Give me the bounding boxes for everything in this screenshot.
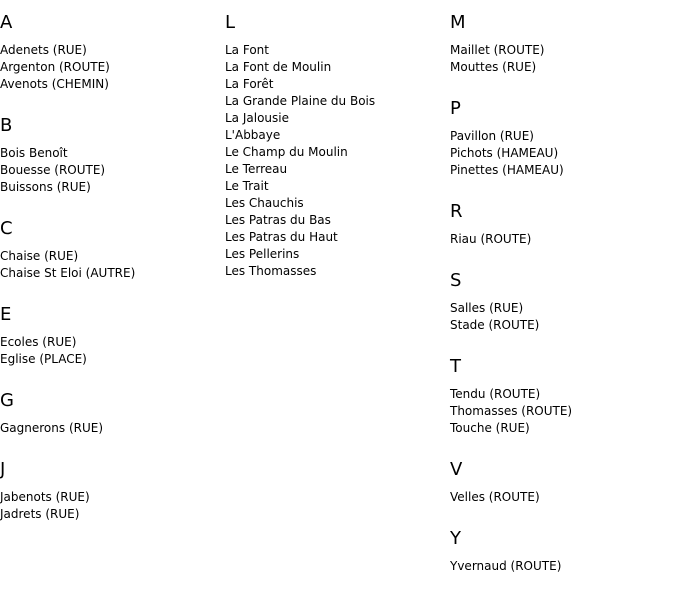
list-item	[225, 178, 450, 195]
street-link[interactable]: Yvernaud (ROUTE)	[450, 559, 562, 573]
letter-group	[450, 12, 675, 76]
street-link[interactable]: La Jalousie	[225, 111, 289, 125]
street-link[interactable]: Les Thomasses	[225, 264, 317, 278]
letter-heading: B	[0, 115, 13, 136]
list-item	[450, 145, 675, 162]
street-link[interactable]: Salles (RUE)	[450, 301, 524, 315]
list-item	[450, 42, 675, 59]
letter-group	[450, 270, 675, 334]
street-link[interactable]: Gagnerons (RUE)	[0, 421, 104, 435]
street-link[interactable]: Eglise (PLACE)	[0, 352, 87, 366]
list-item	[0, 351, 225, 368]
letter-group	[450, 528, 675, 575]
list-item	[0, 506, 225, 523]
list-item	[225, 76, 450, 93]
letter-heading: E	[0, 304, 12, 325]
street-link[interactable]: Maillet (ROUTE)	[450, 43, 545, 57]
list-item	[225, 110, 450, 127]
list-item	[0, 248, 225, 265]
list-item	[225, 246, 450, 263]
list-item	[225, 42, 450, 59]
letter-heading: J	[0, 459, 6, 480]
list-item	[0, 162, 225, 179]
list-item	[0, 265, 225, 282]
letter-heading: C	[0, 218, 13, 239]
street-link[interactable]: Touche (RUE)	[450, 421, 530, 435]
list-item	[225, 195, 450, 212]
list-item	[450, 59, 675, 76]
letter-heading: T	[450, 356, 461, 377]
letter-group	[450, 459, 675, 506]
street-index-column-1	[0, 0, 225, 545]
letter-group	[0, 12, 225, 93]
street-list	[450, 386, 675, 437]
street-link[interactable]: Pichots (HAMEAU)	[450, 146, 559, 160]
street-link[interactable]: Les Patras du Bas	[225, 213, 331, 227]
street-link[interactable]: L'Abbaye	[225, 128, 281, 142]
street-list	[450, 489, 675, 506]
letter-heading: V	[450, 459, 463, 480]
list-item	[225, 263, 450, 280]
street-link[interactable]: Le Champ du Moulin	[225, 145, 348, 159]
street-list	[0, 489, 225, 523]
street-list	[0, 145, 225, 196]
street-index-column-2	[225, 0, 450, 302]
street-link[interactable]: Jabenots (RUE)	[0, 490, 90, 504]
letter-group	[0, 390, 225, 437]
list-item	[450, 317, 675, 334]
street-list	[450, 300, 675, 334]
street-link[interactable]: La Font de Moulin	[225, 60, 332, 74]
street-link[interactable]: Bois Benoît	[0, 146, 68, 160]
list-item	[0, 334, 225, 351]
list-item	[225, 93, 450, 110]
street-list	[0, 334, 225, 368]
list-item	[225, 144, 450, 161]
street-link[interactable]: Stade (ROUTE)	[450, 318, 540, 332]
letter-heading: L	[225, 12, 236, 33]
street-list	[450, 128, 675, 179]
list-item	[450, 231, 675, 248]
street-list	[0, 248, 225, 282]
street-link[interactable]: Ecoles (RUE)	[0, 335, 77, 349]
list-item	[0, 145, 225, 162]
list-item	[0, 42, 225, 59]
street-link[interactable]: Chaise St Eloi (AUTRE)	[0, 266, 136, 280]
street-link[interactable]: Avenots (CHEMIN)	[0, 77, 109, 91]
list-item	[450, 128, 675, 145]
street-link[interactable]: Jadrets (RUE)	[0, 507, 80, 521]
list-item	[225, 127, 450, 144]
street-list	[0, 42, 225, 93]
list-item	[450, 300, 675, 317]
letter-heading: P	[450, 98, 461, 119]
list-item	[0, 76, 225, 93]
list-item	[450, 489, 675, 506]
street-list	[0, 420, 225, 437]
street-link[interactable]: Pinettes (HAMEAU)	[450, 163, 564, 177]
list-item	[0, 420, 225, 437]
list-item	[0, 179, 225, 196]
list-item	[0, 489, 225, 506]
street-link[interactable]: Velles (ROUTE)	[450, 490, 540, 504]
street-link[interactable]: La Forêt	[225, 77, 274, 91]
street-list	[450, 231, 675, 248]
letter-group	[450, 98, 675, 179]
list-item	[450, 162, 675, 179]
letter-group	[225, 12, 450, 280]
street-link[interactable]: Le Terreau	[225, 162, 288, 176]
list-item	[225, 229, 450, 246]
list-item	[225, 161, 450, 178]
letter-group	[0, 115, 225, 196]
letter-heading: M	[450, 12, 466, 33]
letter-group	[450, 201, 675, 248]
list-item	[450, 403, 675, 420]
letter-heading: Y	[450, 528, 461, 549]
letter-heading: R	[450, 201, 463, 222]
letter-group	[0, 218, 225, 282]
street-link[interactable]: Buissons (RUE)	[0, 180, 91, 194]
street-link[interactable]: Bouesse (ROUTE)	[0, 163, 106, 177]
street-list	[450, 558, 675, 575]
street-link[interactable]: Riau (ROUTE)	[450, 232, 532, 246]
street-link[interactable]: Pavillon (RUE)	[450, 129, 534, 143]
street-link[interactable]: Mouttes (RUE)	[450, 60, 537, 74]
letter-heading: A	[0, 12, 13, 33]
list-item	[225, 59, 450, 76]
street-link[interactable]: Les Pellerins	[225, 247, 300, 261]
street-list	[225, 42, 450, 280]
letter-heading: S	[450, 270, 462, 291]
street-link[interactable]: Tendu (ROUTE)	[450, 387, 541, 401]
street-index-column-3	[450, 0, 675, 597]
letter-group	[0, 304, 225, 368]
list-item	[0, 59, 225, 76]
street-list	[450, 42, 675, 76]
list-item	[450, 386, 675, 403]
letter-group	[0, 459, 225, 523]
letter-group	[450, 356, 675, 437]
street-link[interactable]: Le Trait	[225, 179, 269, 193]
list-item	[450, 558, 675, 575]
list-item	[225, 212, 450, 229]
letter-heading: G	[0, 390, 14, 411]
street-link[interactable]: Adenets (RUE)	[0, 43, 87, 57]
street-link[interactable]: Thomasses (ROUTE)	[450, 404, 573, 418]
street-link[interactable]: Chaise (RUE)	[0, 249, 79, 263]
street-link[interactable]: Les Chauchis	[225, 196, 304, 210]
street-link[interactable]: La Grande Plaine du Bois	[225, 94, 376, 108]
street-link[interactable]: Les Patras du Haut	[225, 230, 338, 244]
street-link[interactable]: La Font	[225, 43, 269, 57]
list-item	[450, 420, 675, 437]
street-link[interactable]: Argenton (ROUTE)	[0, 60, 110, 74]
